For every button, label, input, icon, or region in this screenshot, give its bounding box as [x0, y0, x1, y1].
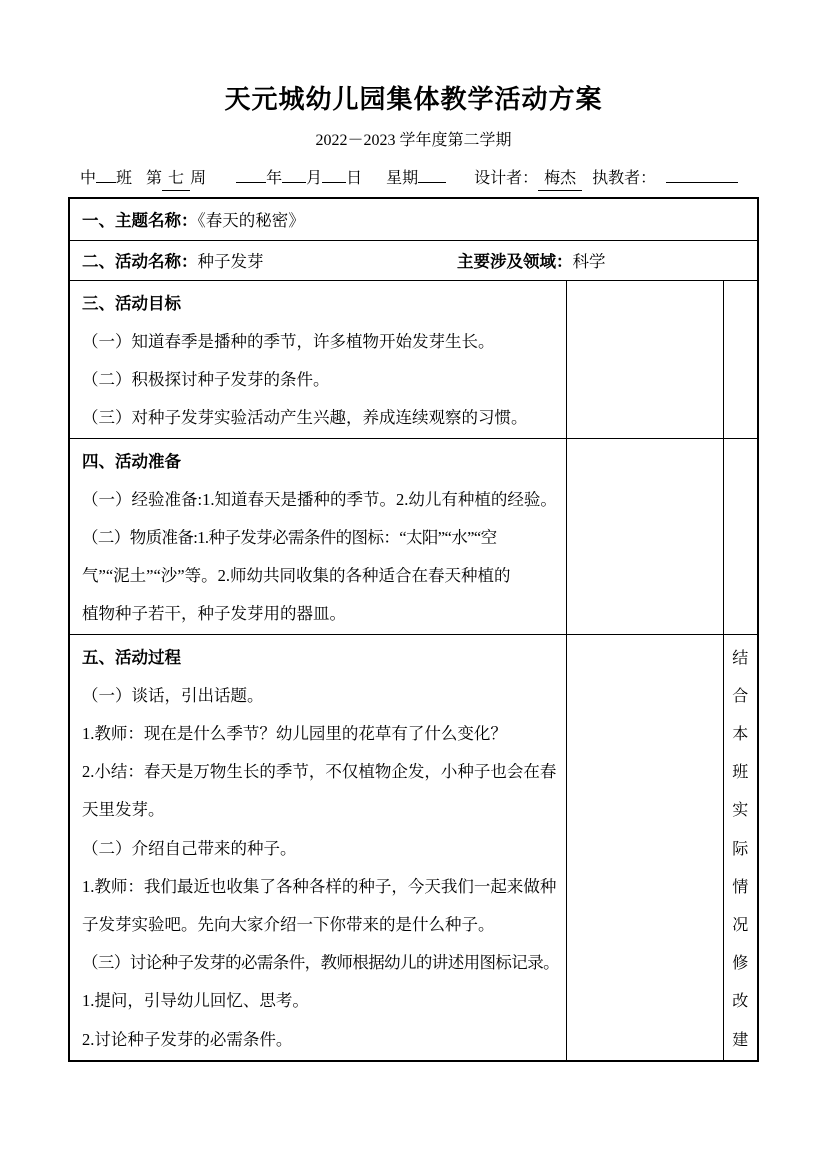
spacer: [446, 182, 474, 183]
month-blank: [282, 165, 306, 183]
month-label: 月: [306, 170, 323, 187]
process-line-5: （二）介绍自己带来的种子。: [82, 838, 297, 858]
process-row: [69, 634, 758, 1061]
day-label: 日: [346, 170, 363, 187]
designer-label: 设计者：: [474, 170, 539, 187]
spacer: [362, 182, 386, 183]
goals-notes-cell: [566, 280, 723, 438]
process-line-6: 1.教师：我们最近也收集了各种各样的种子，今天我们一起来做种: [82, 876, 557, 896]
designer-name: 梅杰: [538, 167, 582, 191]
preparation-line-1: （一）经验准备:1.知道春天是播种的季节。2.幼儿有种植的经验。: [82, 489, 557, 509]
week-suffix-label: 周: [190, 170, 207, 187]
goal-line-2: （二）积极探讨种子发芽的条件。: [82, 369, 330, 389]
side-note-char: 建: [732, 1031, 749, 1049]
preparation-line-4: 植物种子若干，种子发芽用的器皿。: [82, 604, 346, 624]
process-line-4: 天里发芽。: [82, 800, 165, 820]
domain-label: 主要涉及领域：: [457, 253, 573, 271]
process-line-2: 1.教师：现在是什么季节？幼儿园里的花草有了什么变化？: [82, 723, 507, 743]
process-line-8: （三）讨论种子发芽的必需条件，教师根据幼儿的讲述用图标记录。: [82, 953, 560, 973]
activity-name-cell: [69, 240, 758, 280]
spacer: [582, 182, 592, 183]
goal-line-3: （三）对种子发芽实验活动产生兴趣，养成连续观察的习惯。: [82, 408, 528, 428]
side-note-char: 本: [732, 725, 749, 743]
side-note-char: 实: [732, 802, 749, 820]
side-note-char: 况: [732, 916, 749, 934]
process-side-note-cell: [723, 634, 758, 1061]
theme-value: 《春天的秘密》: [197, 211, 305, 231]
goal-line-1: （一）知道春季是播种的季节，许多植物开始发芽生长。: [82, 331, 495, 351]
week-value: 七: [162, 167, 190, 191]
side-note-char: 改: [732, 993, 749, 1011]
process-notes-cell: [566, 634, 723, 1061]
semester-subtitle: 2022－2023 学年度第二学期: [315, 132, 512, 149]
document-title: 天元城幼儿园集体教学活动方案: [224, 84, 603, 114]
side-note-char: 情: [732, 878, 749, 896]
preparation-cell: [69, 438, 566, 634]
domain-value: 科学: [572, 252, 606, 271]
goals-row: [69, 280, 758, 438]
teacher-label: 执教者：: [592, 170, 657, 187]
activity-name-row: [69, 240, 758, 280]
theme-cell: [69, 198, 758, 240]
class-suffix-label: 班: [116, 170, 133, 187]
spacer: [206, 182, 236, 183]
activity-plan-table: [68, 197, 759, 1062]
process-line-7: 子发芽实验吧。先向大家介绍一下你带来的是什么种子。: [82, 914, 495, 934]
side-note-char: 际: [732, 840, 749, 858]
process-line-3: 2.小结：春天是万物生长的季节，不仅植物企发，小种子也会在春: [82, 762, 557, 782]
activity-name-label: 二、活动名称：: [82, 253, 198, 271]
theme-label: 一、主题名称：: [82, 212, 198, 231]
class-blank: [96, 165, 116, 183]
theme-row: [69, 198, 758, 240]
process-line-10: 2.讨论种子发芽的必需条件。: [82, 1029, 293, 1049]
domain-group: [457, 248, 606, 272]
teacher-blank: [666, 165, 738, 183]
side-note-char: 修: [732, 955, 749, 973]
info-line: [68, 165, 757, 191]
process-heading: 五、活动过程: [82, 648, 181, 667]
spacer: [132, 182, 146, 183]
week-prefix-label: 第: [146, 170, 163, 187]
year-blank: [236, 165, 266, 183]
weekday-label: 星期: [386, 170, 419, 187]
goals-cell: [69, 280, 566, 438]
side-note-char: 班: [732, 764, 749, 782]
process-line-1: （一）谈话，引出话题。: [82, 685, 264, 705]
spacer: [656, 182, 666, 183]
goals-side-cell: [723, 280, 758, 438]
preparation-heading: 四、活动准备: [82, 452, 181, 471]
side-note-char: 结: [732, 649, 749, 667]
day-blank: [322, 165, 346, 183]
preparation-side-cell: [723, 438, 758, 634]
activity-name-value: 种子发芽: [197, 252, 264, 271]
year-label: 年: [266, 170, 283, 187]
side-note-char: 合: [732, 687, 749, 705]
preparation-line-2: （二）物质准备:1.种子发芽必需条件的图标：“太阳”“水”“空: [82, 527, 497, 547]
process-cell: [69, 634, 566, 1061]
class-prefix-label: 中: [80, 170, 97, 187]
preparation-notes-cell: [566, 438, 723, 634]
preparation-row: [69, 438, 758, 634]
process-line-9: 1.提问，引导幼儿回忆、思考。: [82, 991, 309, 1011]
preparation-line-3: 气”“泥土”“沙”等。2.师幼共同收集的各种适合在春天种植的: [82, 566, 511, 586]
weekday-blank: [418, 165, 446, 183]
goals-heading: 三、活动目标: [82, 294, 181, 313]
